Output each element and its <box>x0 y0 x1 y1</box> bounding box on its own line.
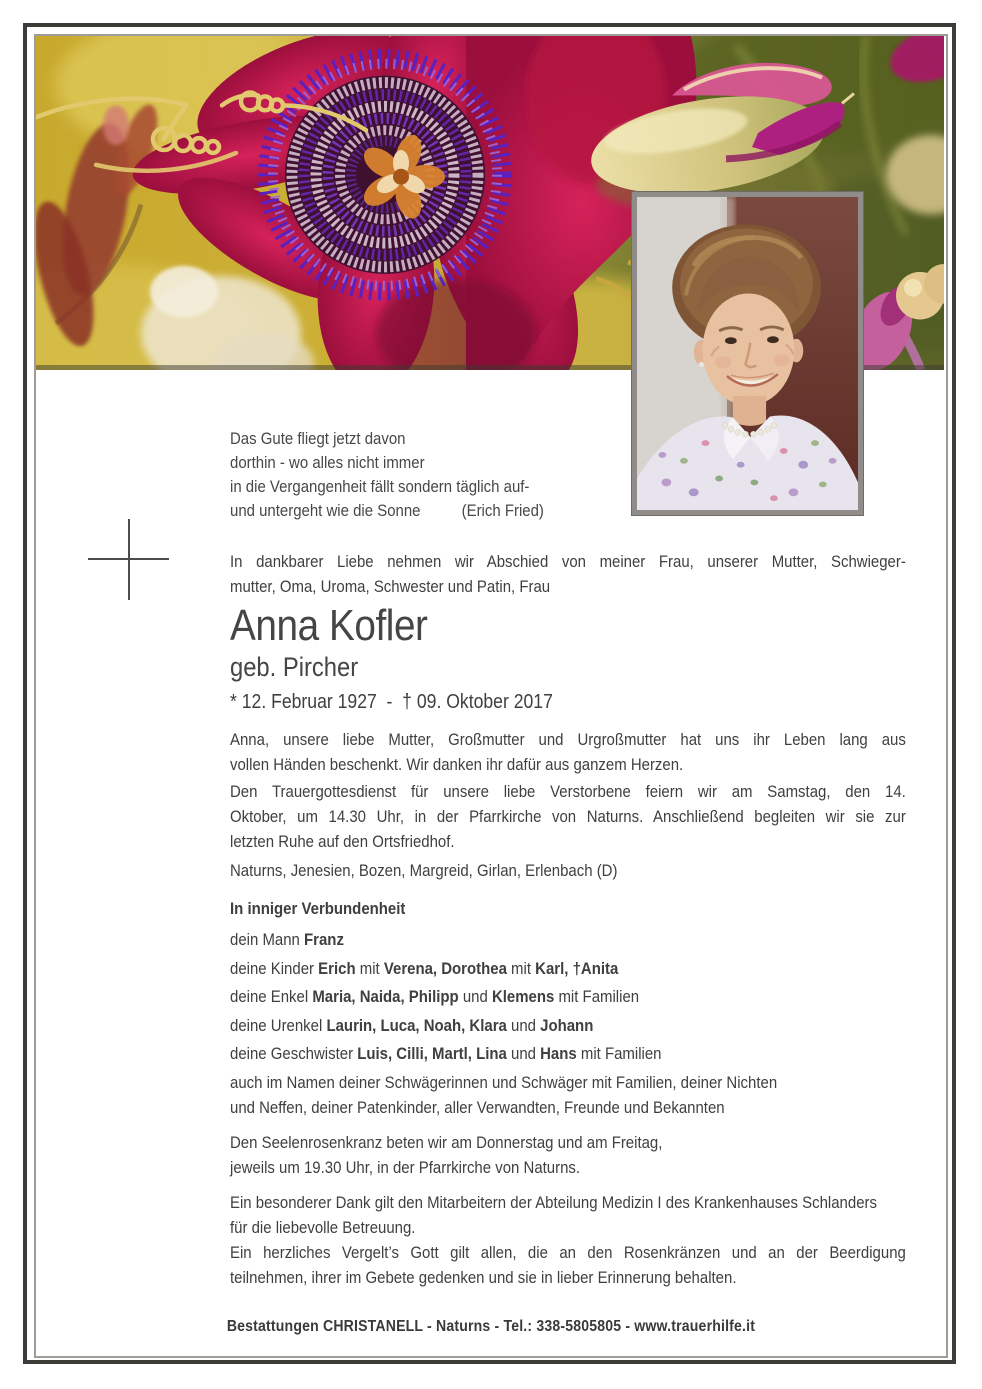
relatives-line: auch im Namen deiner Schwägerinnen und Schwäger mit Familien, deiner Nichten <box>230 1073 778 1092</box>
poem-line <box>230 499 906 523</box>
obituary-line: vollen Händen beschenkt. Wir danken ihr dafür aus ganzem Herzen. <box>230 755 684 774</box>
rosary-line: Den Seelenrosenkranz beten wir am Donnerstag und am Freitag, <box>230 1133 663 1152</box>
closing-line: In inniger Verbundenheit <box>230 899 406 918</box>
relatives-line: und Neffen, deiner Patenkinder, aller Verwandten, Freunde und Bekannten <box>230 1098 725 1117</box>
cross-horizontal-bar <box>88 558 169 560</box>
thanks-hospital-line: für die liebevolle Betreuung. <box>230 1218 416 1237</box>
places-line: Naturns, Jenesien, Bozen, Margreid, Girlan, Erlenbach (D) <box>230 861 618 880</box>
thanks-hospital-paragraph <box>230 1190 906 1240</box>
funeral-service-line: Oktober, um 14.30 Uhr, in der Pfarrkirche von Naturns. Anschließend begleiten wir sie zur <box>230 807 906 826</box>
family-line-husband: dein Mann Franz <box>230 930 344 949</box>
poem-line-text: und untergeht wie die Sonne <box>230 501 421 520</box>
poem-line: in die Vergangenheit fällt sondern täglich auf- <box>230 477 530 496</box>
rosary-paragraph <box>230 1130 906 1180</box>
obituary-paragraph <box>230 727 906 777</box>
intro-paragraph <box>230 549 906 599</box>
thanks-all-paragraph <box>230 1240 906 1290</box>
thanks-all-line: Ein herzliches Vergelt’s Gott gilt allen, die an den Rosenkränzen und an der Beerdigung <box>230 1243 906 1262</box>
footer-funeral-home: Bestattungen CHRISTANELL - Naturns - Tel.: 338-5805805 - www.trauerhilfe.it <box>226 1318 756 1335</box>
obituary-line: Anna, unsere liebe Mutter, Großmutter und Urgroßmutter hat uns ihr Leben lang aus <box>230 730 906 749</box>
poem-line: dorthin - wo alles nicht immer <box>230 453 425 472</box>
relatives-paragraph <box>230 1070 906 1120</box>
funeral-service-line: letzten Ruhe auf den Ortsfriedhof. <box>230 832 455 851</box>
family-list <box>230 926 906 1069</box>
funeral-service-paragraph <box>230 779 906 854</box>
poem <box>230 427 906 523</box>
family-line-grandchildren: deine Enkel Maria, Naida, Philipp und Klemens mit Familien <box>230 987 640 1006</box>
thanks-all-line: teilnehmen, ihrer im Gebete gedenken und sie in lieber Erinnerung behalten. <box>230 1268 737 1287</box>
intro-line: mutter, Oma, Uroma, Schwester und Patin, Frau <box>230 577 551 596</box>
rosary-line: jeweils um 19.30 Uhr, in der Pfarrkirche von Naturns. <box>230 1158 581 1177</box>
maiden-name: geb. Pircher <box>230 652 359 682</box>
deceased-name: Anna Kofler <box>230 601 428 650</box>
family-line-siblings: deine Geschwister Luis, Cilli, Martl, Lina und Hans mit Familien <box>230 1044 662 1063</box>
life-dates: * 12. Februar 1927 - † 09. Oktober 2017 <box>230 691 553 713</box>
intro-line: In dankbarer Liebe nehmen wir Abschied von meiner Frau, unserer Mutter, Schwieger- <box>230 552 906 571</box>
thanks-hospital-line: Ein besonderer Dank gilt den Mitarbeitern der Abteilung Medizin I des Krankenhauses Schlanders <box>230 1193 877 1212</box>
family-line-great-grandchildren: deine Urenkel Laurin, Luca, Noah, Klara und Johann <box>230 1015 594 1035</box>
family-line-children: deine Kinder Erich mit Verena, Dorothea mit Karl, †Anita <box>230 958 619 978</box>
funeral-service-line: Den Trauergottesdienst für unsere liebe Verstorbene feiern wir am Samstag, den 14. <box>230 782 906 801</box>
poem-attribution: (Erich Fried) <box>461 501 544 520</box>
poem-line: Das Gute fliegt jetzt davon <box>230 429 406 448</box>
